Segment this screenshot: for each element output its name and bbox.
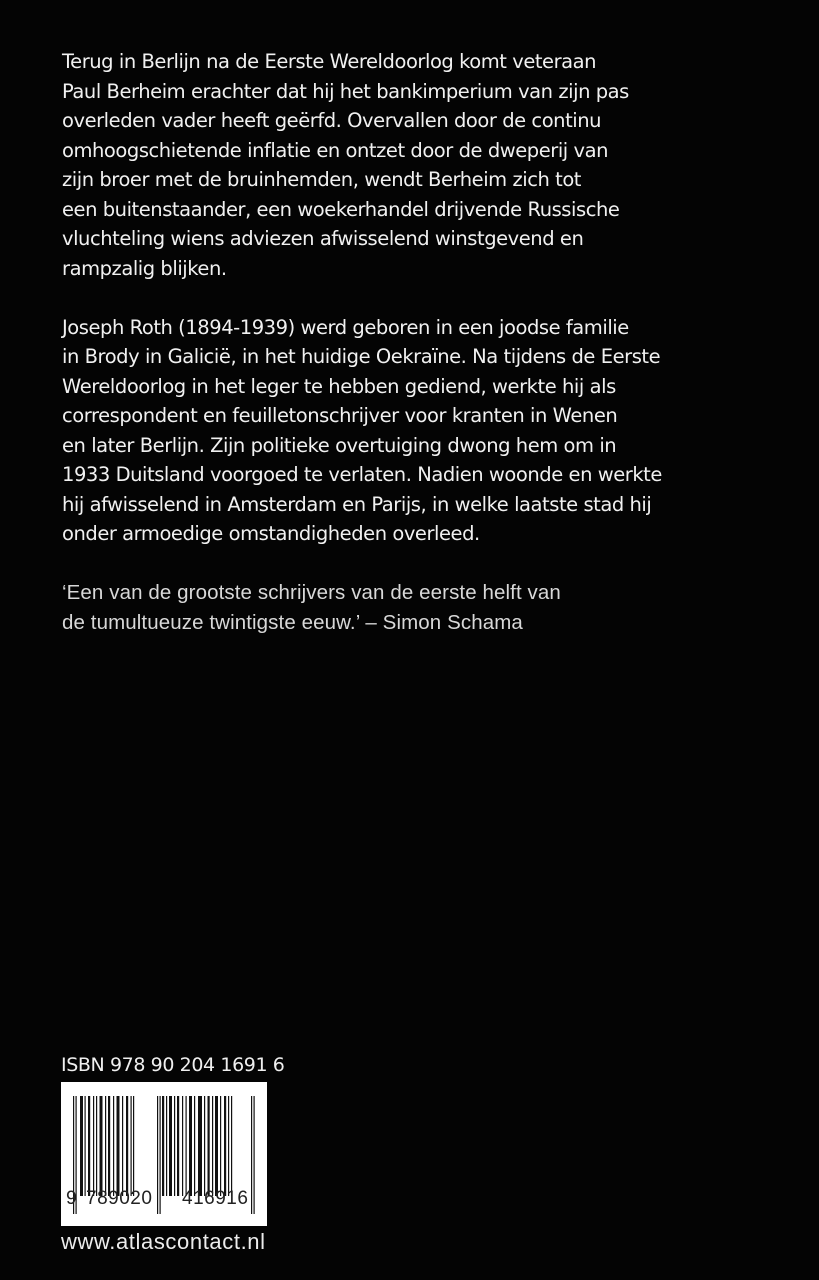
text-line: onder armoedige omstandigheden overleed. (62, 522, 480, 545)
text-line: omhoogschietende inflatie en ontzet door de dweperij van (62, 138, 609, 162)
publisher-url: www.atlascontact.nl (61, 1229, 266, 1254)
text-line: Wereldoorlog in het leger te hebben gediend, werkte hij als (62, 374, 616, 398)
text-line: Paul Berheim erachter dat hij het bankimperium van zijn pas (62, 79, 629, 103)
text-line: Joseph Roth (1894-1939) werd geboren in een joodse familie (62, 315, 629, 339)
quote-line: de tumultueuze twintigste eeuw.’ – Simon Schama (62, 610, 523, 634)
review-quote (62, 578, 782, 637)
text-line: rampzalig blijken. (62, 256, 227, 280)
text-line: in Brody in Galicië, in het huidige Oekraïne. Na tijdens de Eerste (62, 345, 661, 368)
barcode-left-digits: 789020 (86, 1188, 153, 1209)
text-line: een buitenstaander, een woekerhandel drijvende Russische (62, 197, 620, 221)
barcode-first-digit: 9 (66, 1188, 78, 1209)
text-line: zijn broer met de bruinhemden, wendt Berheim zich tot (62, 168, 582, 191)
synopsis-paragraph (62, 47, 782, 283)
text-line: Terug in Berlijn na de Eerste Wereldoorlog komt veteraan (62, 50, 597, 73)
text-line: en later Berlijn. Zijn politieke overtuiging dwong hem om in (62, 433, 617, 457)
author-bio-paragraph (62, 313, 782, 549)
text-line: overleden vader heeft geërfd. Overvallen door de continu (62, 109, 602, 132)
text-line: hij afwisselend in Amsterdam en Parijs, in welke laatste stad hij (62, 492, 652, 516)
text-line: 1933 Duitsland voorgoed te verlaten. Nadien woonde en werkte (62, 463, 662, 486)
quote-line: ‘Een van de grootste schrijvers van de eerste helft van (62, 581, 561, 604)
text-line: correspondent en feuilletonschrijver voor kranten in Wenen (62, 404, 618, 427)
isbn-label: ISBN 978 90 204 1691 6 (61, 1054, 285, 1076)
back-cover-blurb (62, 47, 782, 667)
barcode-right-digits: 416916 (182, 1188, 249, 1209)
text-line: vluchteling wiens adviezen afwisselend winstgevend en (62, 227, 584, 250)
